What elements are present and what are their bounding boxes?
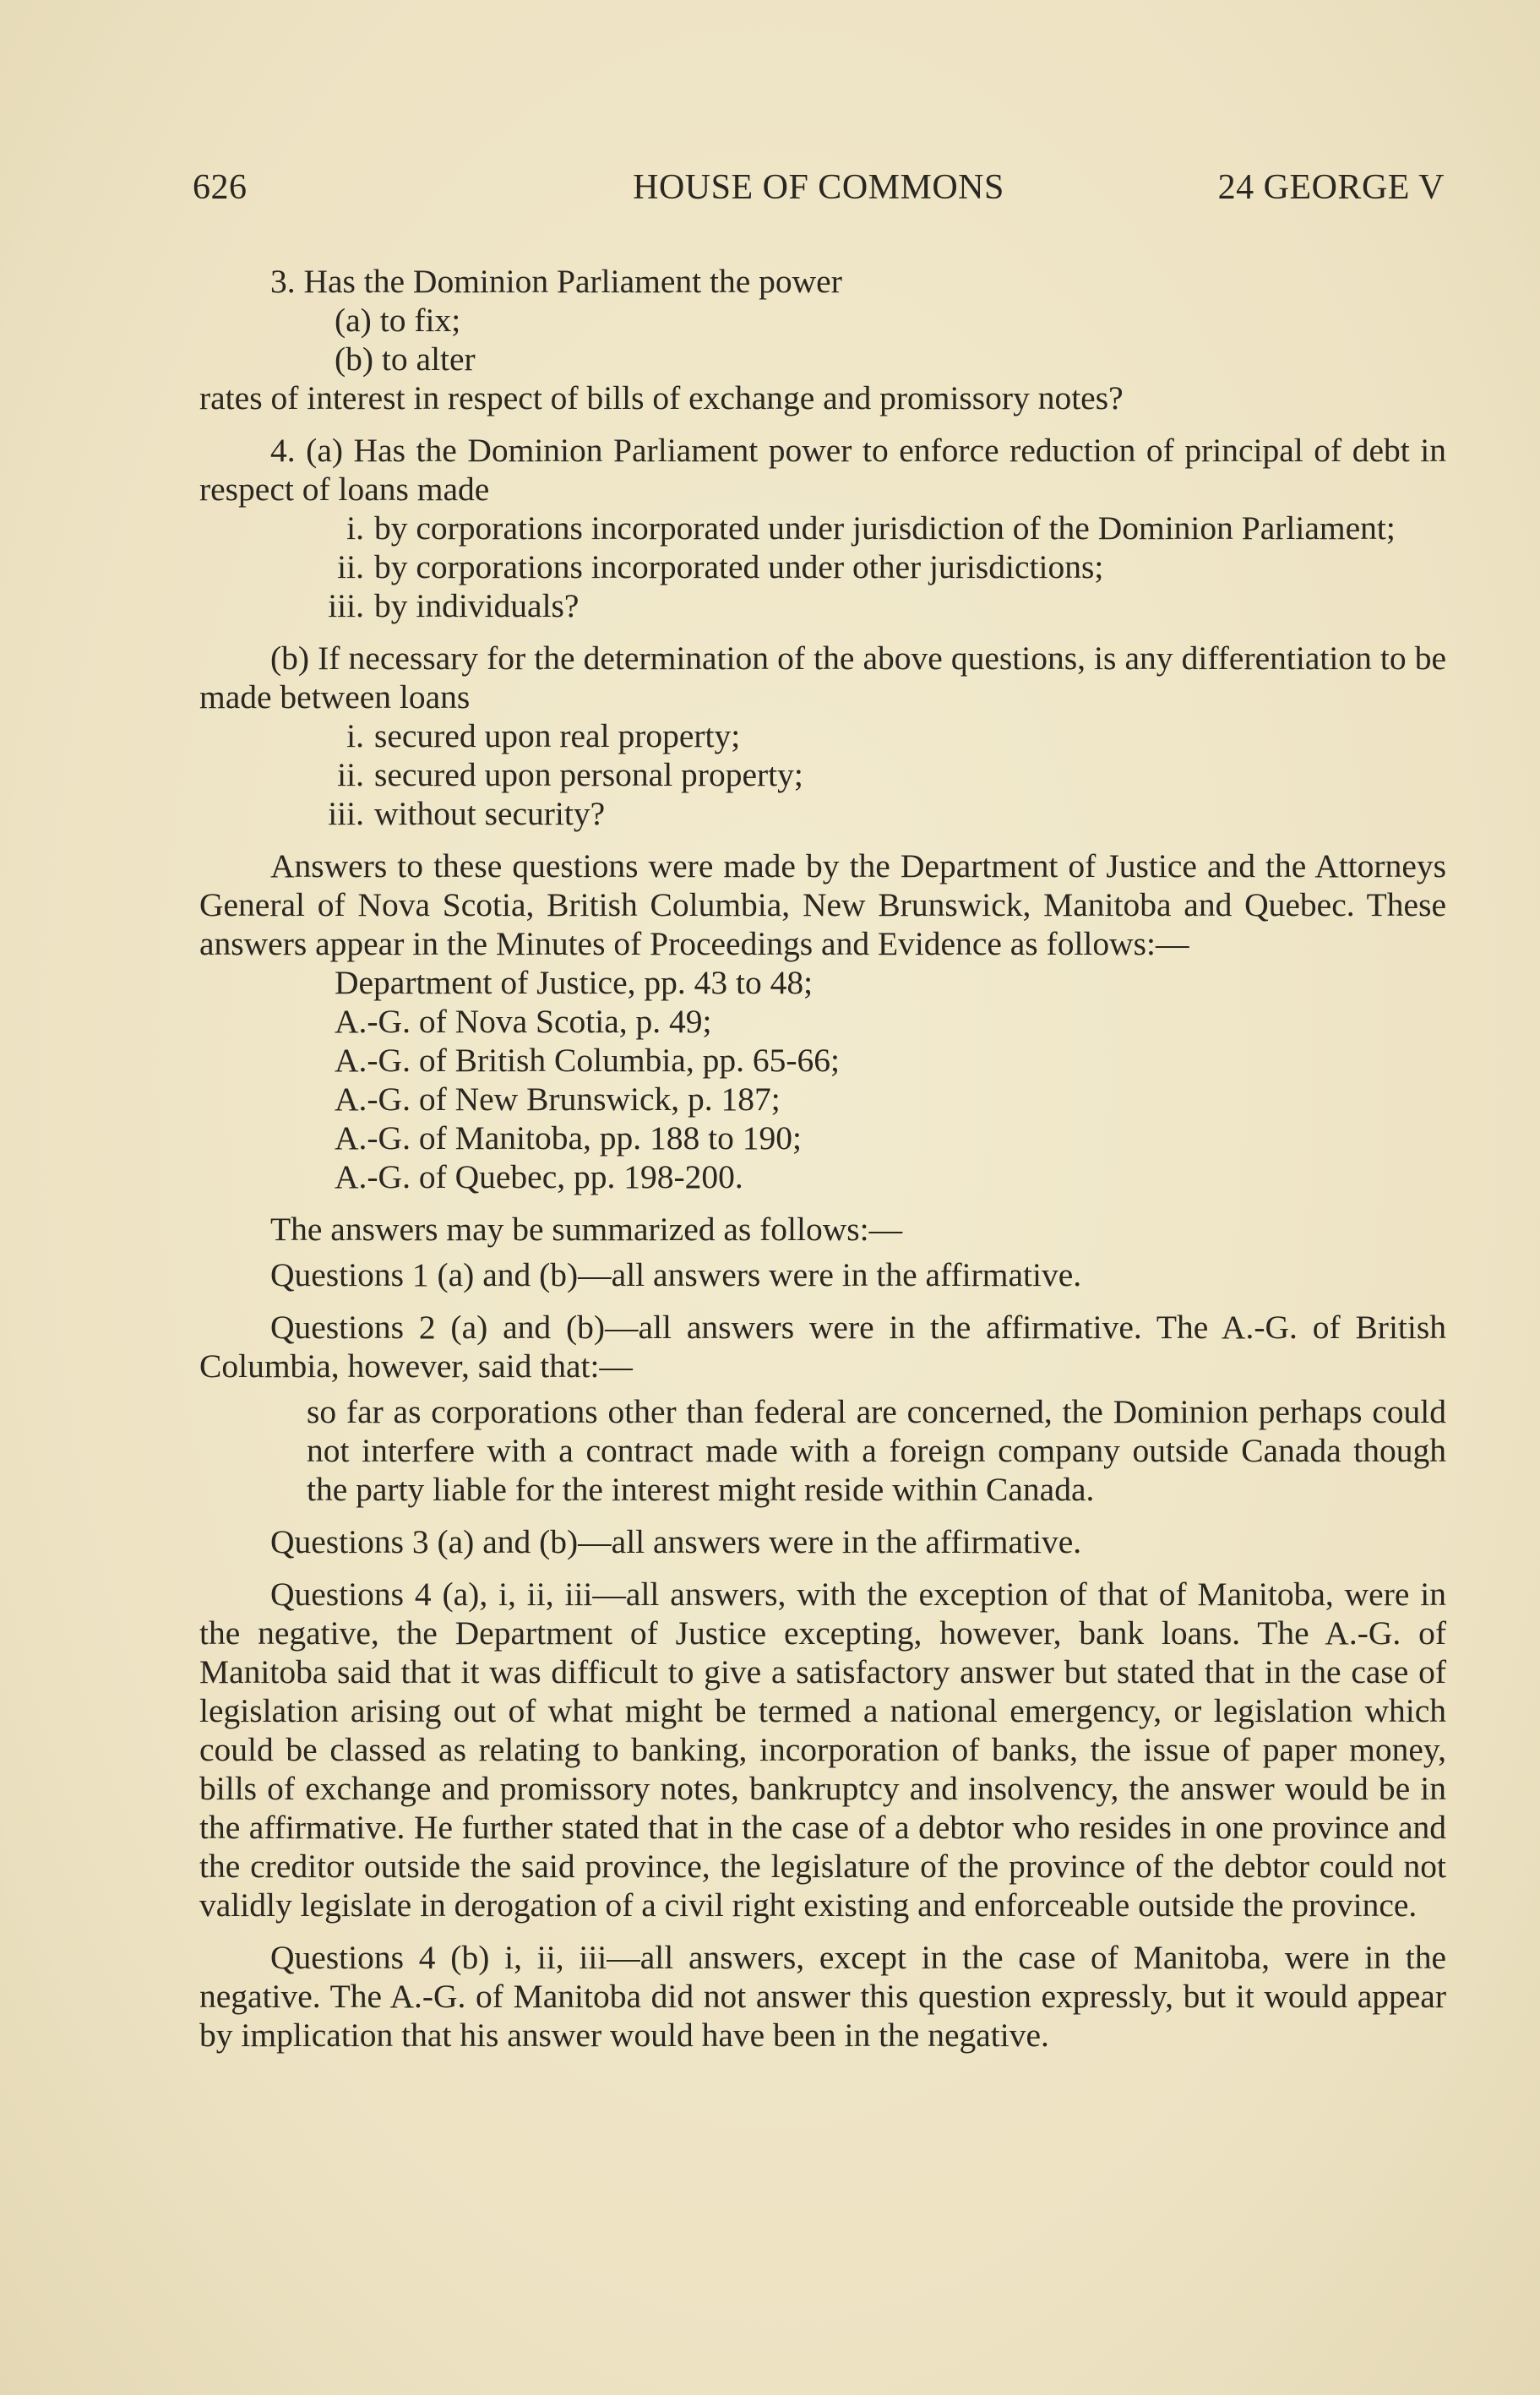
summary-questions-1: Questions 1 (a) and (b)—all answers were in the affirmative. [270,1256,1082,1293]
summary-questions-3: Questions 3 (a) and (b)—all answers were in the affirmative. [270,1523,1082,1560]
question-4a-intro: 4. (a) Has the Dominion Parliament power to enforce reduction of principal of debt in respect of loans made [199,432,1446,508]
question-4b-item: i. secured upon real property; [346,717,741,754]
question-4a-item: ii. by corporations incorporated under other jurisdictions; [337,548,1104,585]
question-4b-item: iii. without security? [328,795,606,832]
question-3-item-b: (b) to alter [335,340,476,378]
question-4b-intro: (b) If necessary for the determination of the above questions, is any differentiation to be made between loans [199,640,1446,716]
question-3-item-a: (a) to fix; [335,302,461,339]
reference-line: Department of Justice, pp. 43 to 48; [335,964,814,1001]
page-number: 626 [193,168,248,207]
question-3-tail: rates of interest in respect of bills of exchange and promissory notes? [199,379,1124,416]
question-4b-item: ii. secured upon personal property; [337,756,803,793]
question-3-intro: 3. Has the Dominion Parliament the power [270,263,842,300]
reference-line: A.-G. of Manitoba, pp. 188 to 190; [335,1119,802,1157]
summary-questions-2: Questions 2 (a) and (b)—all answers were in the affirmative. The A.-G. of British Columbia, however, said that:— [199,1309,1446,1385]
page-running-title: HOUSE OF COMMONS [633,168,1004,207]
summary-intro: The answers may be summarized as follows:— [270,1211,903,1248]
summary-questions-4b: Questions 4 (b) i, ii, iii—all answers, except in the case of Manitoba, were in the negative. The A.-G. of Manitoba did not answer this question expressly, but it would appear by implication that his answer would have been in the negative. [199,1939,1446,2054]
summary-questions-4a: Questions 4 (a), i, ii, iii—all answers, with the exception of that of Manitoba, were in the negative, the Department of Justice excepting, however, bank loans. The A.-G. of Manitoba said that it was difficult to give a satisfactory answer but stated that in the case of legislation arising out of what might be termed a national emergency, or legislation which could be classed as relating to banking, incorporation of banks, the issue of paper money, bills of exchange and promissory notes, bankruptcy and insolvency, the answer would be in the affirmative. He further stated that in the case of a debtor who resides in one province and the creditor outside the said province, the legislature of the province of the debtor could not validly legislate in derogation of a civil right existing and enforceable outside the province. [199,1576,1446,1924]
block-quote: so far as corporations other than federal are concerned, the Dominion perhaps could not interfere with a contract made with a foreign company outside Canada though the party liable for the interest might reside within Canada. [307,1393,1446,1508]
answers-intro-paragraph: Answers to these questions were made by the Department of Justice and the Attorneys General of Nova Scotia, British Columbia, New Brunswick, Manitoba and Quebec. These answers appear in the Minutes of Proceedings and Evidence as follows:— [199,847,1446,962]
reference-line: A.-G. of Quebec, pp. 198-200. [335,1158,743,1195]
page-body [199,262,1446,2055]
question-4a-item: i. by corporations incorporated under jurisdiction of the Dominion Parliament; [346,509,1396,547]
page-header [193,167,1445,211]
reference-line: A.-G. of British Columbia, pp. 65-66; [335,1042,840,1079]
reference-line: A.-G. of New Brunswick, p. 187; [335,1080,781,1118]
session-label: 24 GEORGE V [1217,168,1445,207]
reference-line: A.-G. of Nova Scotia, p. 49; [335,1003,712,1040]
question-4a-item: iii. by individuals? [328,587,580,624]
